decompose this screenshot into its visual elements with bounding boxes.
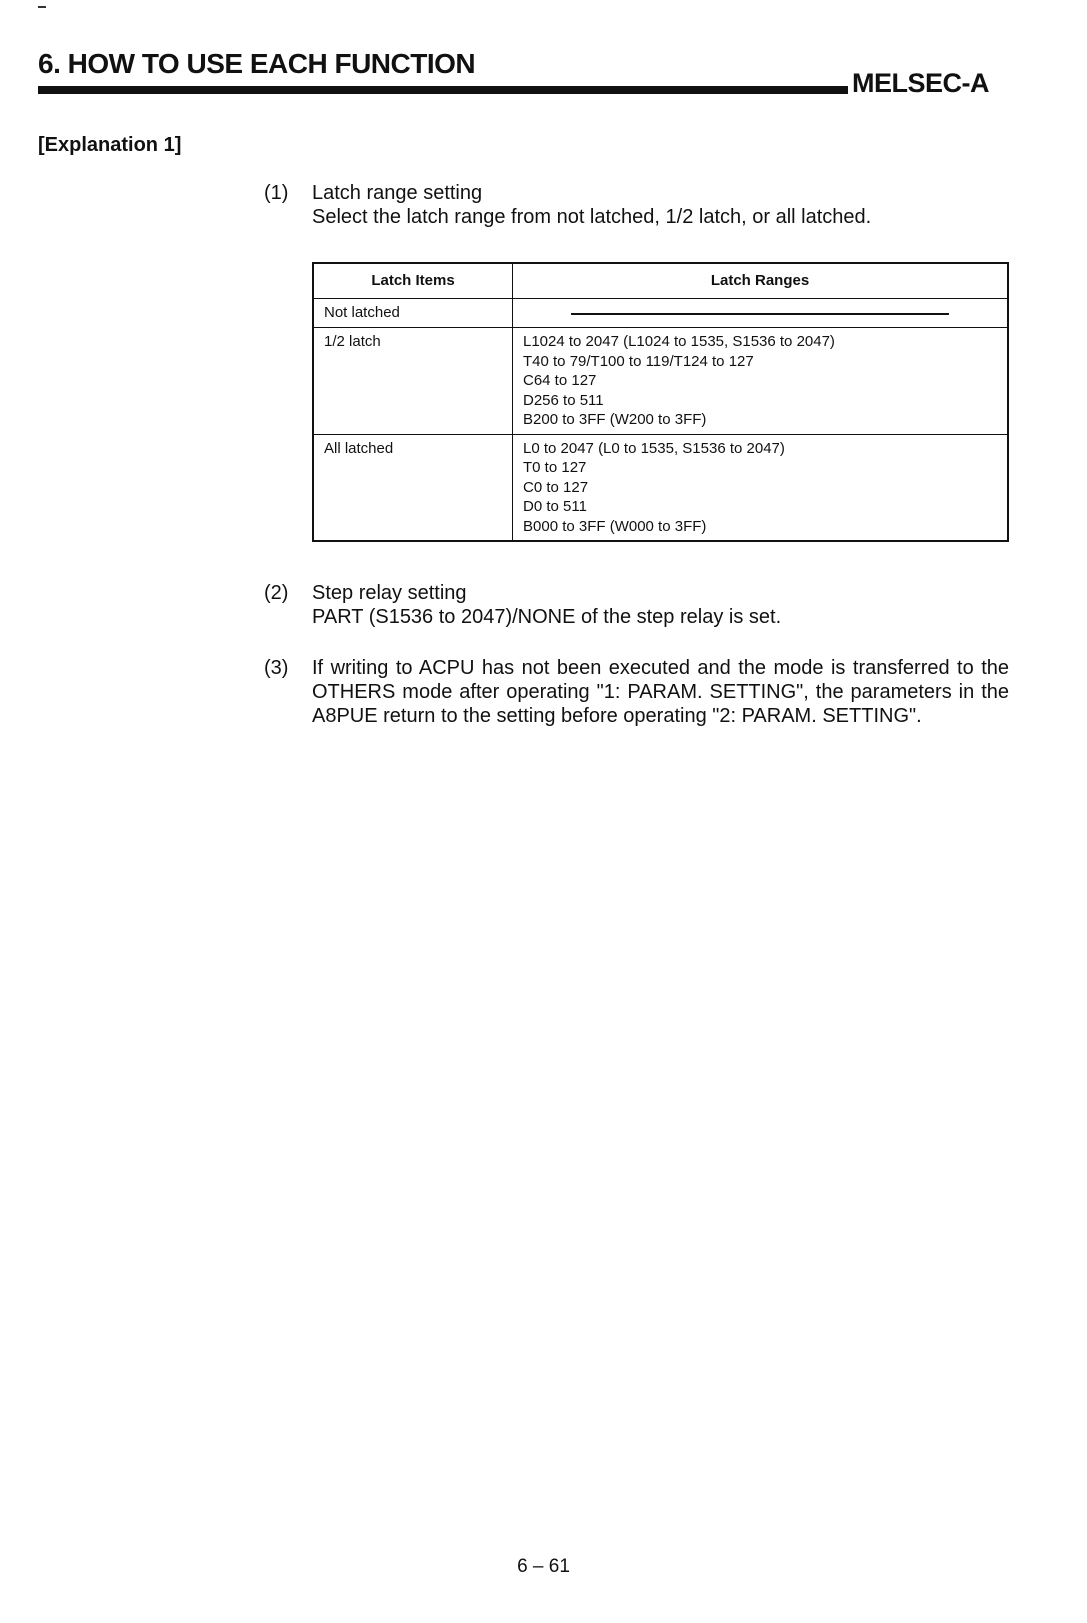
latch-range-cell [513,434,1009,541]
item-text: Select the latch range from not latched, 1/2 latch, or all latched. [312,206,872,228]
item-number: (1) [264,182,289,204]
range-line: C64 to 127 [523,372,597,389]
column-header-latch-ranges: Latch Ranges [513,263,1009,299]
range-line: L1024 to 2047 (L1024 to 1535, S1536 to 2047) [523,333,835,350]
latch-item-cell: Not latched [313,299,513,328]
top-edge-mark [38,6,46,8]
item-2 [264,581,1009,629]
latch-range-cell [513,328,1009,435]
table-row-all-latched [313,434,1008,541]
item-text: PART (S1536 to 2047)/NONE of the step relay is set. [312,606,782,628]
table-header-row [313,263,1008,299]
item-number: (3) [264,657,289,679]
item-number: (2) [264,582,289,604]
latch-item-cell: 1/2 latch [313,328,513,435]
item-title: Step relay setting [312,582,467,604]
table-row-half-latch [313,328,1008,435]
range-line: T40 to 79/T100 to 119/T124 to 127 [523,352,754,370]
range-line: B200 to 3FF (W200 to 3FF) [523,411,707,428]
item-text: If writing to ACPU has not been executed and the mode is transferred to the OTHERS mode after operating "1: PARAM. SETTING", the parameters in the A8PUE return to the setting before operating "2: PARAM. SETTING". [312,657,1009,727]
item-title: Latch range setting [312,182,483,204]
latch-range-table [312,262,1009,542]
item-1 [264,181,1009,229]
latch-range-cell-empty [513,299,1009,328]
range-line: D0 to 511 [523,498,587,515]
no-range-dash [571,313,949,315]
brand-label: MELSEC-A [852,68,989,98]
column-header-latch-items: Latch Items [313,263,513,299]
range-line: L0 to 2047 (L0 to 1535, S1536 to 2047) [523,439,785,457]
header-rule [38,86,848,94]
range-line: C0 to 127 [523,478,589,496]
table-row-not-latched [313,299,1008,328]
page-number: 6 – 61 [517,1556,570,1577]
item-3 [264,656,1009,728]
range-line: T0 to 127 [523,459,587,476]
range-line: D256 to 511 [523,391,604,409]
section-label: [Explanation 1] [38,134,182,156]
chapter-title: 6. HOW TO USE EACH FUNCTION [38,48,476,79]
range-line: B000 to 3FF (W000 to 3FF) [523,517,707,535]
latch-item-cell: All latched [313,434,513,541]
